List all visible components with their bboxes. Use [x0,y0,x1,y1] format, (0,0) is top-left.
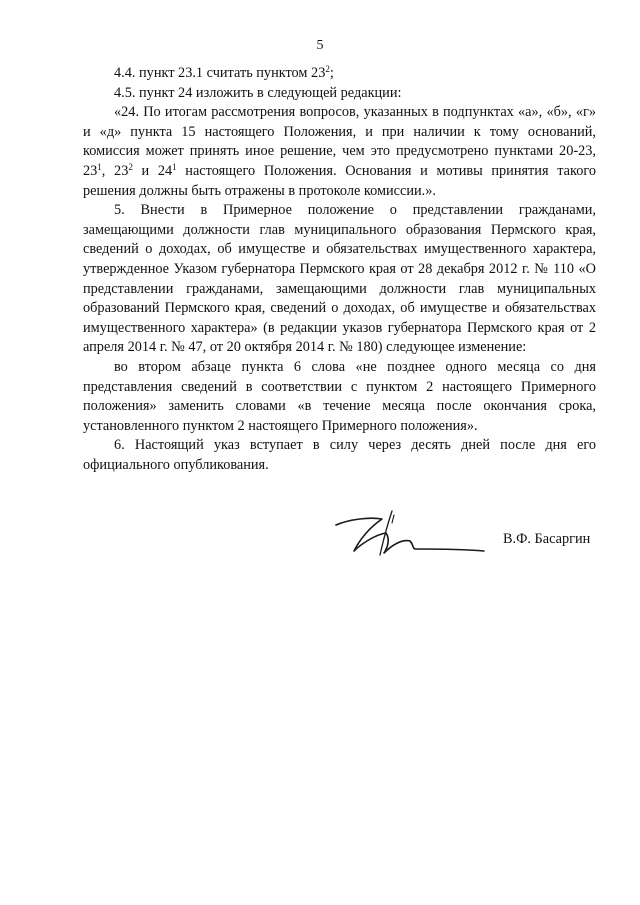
paragraph-4-4-text: 4.4. пункт 23.1 считать пунктом 23 [114,65,326,81]
quote-text-d: настоящего Положения. Основания и мотивы принятия такого решения должны быть отражены в протоколе комиссии.». [83,162,596,199]
paragraph-4-4 [83,64,596,84]
superscript: 1 [172,161,177,172]
quote-text-c: и 24 [132,162,173,179]
paragraph-6: 6. Настоящий указ вступает в силу через десять дней после дня его официального опубликования. [83,437,596,473]
paragraph-4-4-tail: ; [329,65,334,81]
handwritten-signature [330,505,490,565]
paragraph-24-quote [83,103,596,201]
paragraph-4-5: 4.5. пункт 24 изложить в следующей редакции: [114,84,402,101]
page-number: 5 [316,38,324,53]
superscript: 2 [128,161,133,172]
superscript: 2 [325,64,330,74]
paragraph-5-change: во втором абзаце пункта 6 слова «не позднее одного месяца со дня представления сведений в соответствии с пунктом 2 настоящего Примерного положения» заменить словами «в течение месяца после окончания срока, установленного пунктом 2 настоящего Примерного положения». [83,358,596,434]
quote-text-a: «24. По итогам рассмотрения вопросов, указанных в подпунктах «а», «б», «г» и «д» пункта 15 настоящего Положения, и при наличии к тому оснований, комиссия может принять иное решение, чем это предусмотрено пунктами 20-23, 23 [83,104,596,179]
document-body [83,64,596,475]
superscript: 1 [97,161,102,172]
signer-name: В.Ф. Басаргин [503,531,591,547]
quote-text-b: , 23 [101,162,129,179]
paragraph-5: 5. Внести в Примерное положение о представлении гражданами, замещающими должности глав муниципального образования Пермского края, сведений о доходах, об имуществе и обязательствах имущественного характера, утвержденное Указом губернатора Пермского края от 28 декабря 2012 г. № 110 «О представлении гражданами, замещающими должности глав муниципальных образований Пермского края, сведений о доходах, об имуществе и обязательствах имущественного характера» (в редакции указов губернатора Пермского края от 2 апреля 2014 г. № 47, от 20 октября 2014 г. № 180) следующее изменение: [83,202,596,356]
